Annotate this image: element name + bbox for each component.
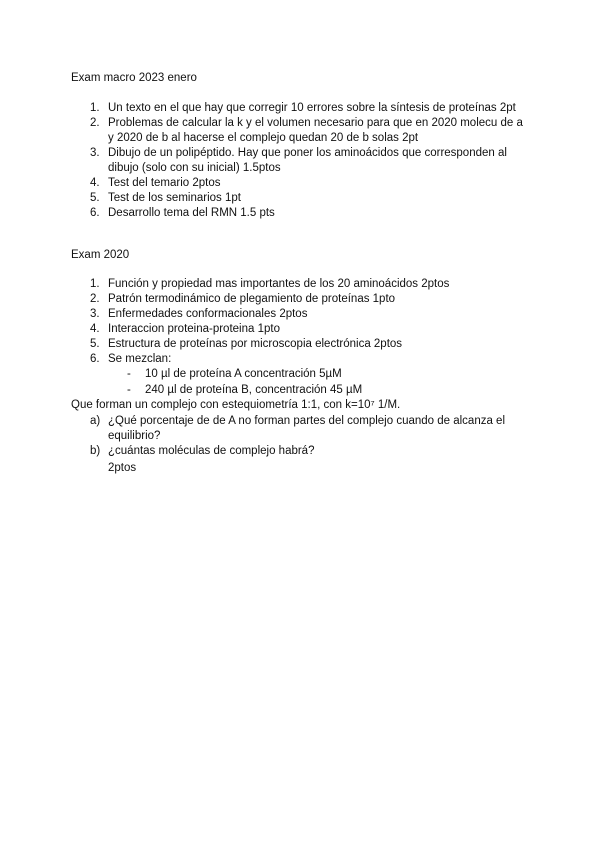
question-text: Que forman un complejo con estequiometría 1:1, con k=10⁷ 1/M. xyxy=(71,399,401,411)
sub-list-item xyxy=(0,367,600,383)
item-text: Interaccion proteina-proteina 1pto xyxy=(108,323,280,335)
item-text: Un texto en el que hay que corregir 10 errores sobre la síntesis de proteínas 2pt xyxy=(108,102,516,114)
list-item xyxy=(0,176,600,191)
points-note: 2ptos xyxy=(108,462,137,474)
exam-2020-list xyxy=(0,277,600,398)
item-text: Dibujo de un polipéptido. Hay que poner los aminoácidos que corresponden al dibujo (solo con su inicial) 1.5ptos xyxy=(108,147,507,174)
item-number: 2. xyxy=(90,293,100,305)
list-item xyxy=(0,337,600,352)
exam-2020-title: Exam 2020 xyxy=(71,249,130,261)
item-number: 2. xyxy=(90,117,100,129)
list-item xyxy=(0,101,600,116)
item-text: Problemas de calcular la k y el volumen necesario para que en 2020 molecu de a y 2020 de b al hacerse el complejo quedan 20 de b solas 2pt xyxy=(108,117,523,144)
item-number: 1. xyxy=(90,278,100,290)
item-text: Estructura de proteínas por microscopia electrónica 2ptos xyxy=(108,338,403,350)
list-item xyxy=(0,146,600,176)
question-parts xyxy=(0,414,600,459)
item-number: 4. xyxy=(90,177,100,189)
list-item xyxy=(0,206,600,221)
sub-item-text: 240 µl de proteína B, concentración 45 µM xyxy=(145,383,363,396)
dash-bullet: - xyxy=(127,383,131,396)
exam-2023-list xyxy=(0,101,600,221)
item-number: 6. xyxy=(90,207,100,219)
part-label: a) xyxy=(90,415,101,427)
item-text: Desarrollo tema del RMN 1.5 pts xyxy=(108,207,275,219)
item-number: 4. xyxy=(90,323,100,335)
item-text: Enfermedades conformacionales 2ptos xyxy=(108,308,308,320)
sub-item-text: 10 µl de proteína A concentración 5µM xyxy=(145,368,342,380)
item-text: Test de los seminarios 1pt xyxy=(108,192,241,204)
sub-list-item xyxy=(0,383,600,399)
item-number: 6. xyxy=(90,353,100,365)
part-label: b) xyxy=(90,445,101,457)
list-item xyxy=(0,322,600,337)
item-number: 3. xyxy=(90,147,100,159)
item-text: Patrón termodinámico de plegamiento de proteínas 1pto xyxy=(108,293,396,305)
item-text: Función y propiedad mas importantes de los 20 aminoácidos 2ptos xyxy=(108,278,450,290)
question-part xyxy=(0,444,600,459)
question-part xyxy=(0,414,600,444)
item-number: 3. xyxy=(90,308,100,320)
list-item xyxy=(0,277,600,292)
list-item xyxy=(0,352,600,367)
exam-2023-title: Exam macro 2023 enero xyxy=(71,72,197,84)
item-number: 5. xyxy=(90,192,100,204)
dash-bullet: - xyxy=(127,368,131,380)
list-item xyxy=(0,191,600,206)
item-text: Test del temario 2ptos xyxy=(108,177,221,189)
part-text: ¿cuántas moléculas de complejo habrá? xyxy=(108,445,315,457)
item-text: Se mezclan: xyxy=(108,353,172,365)
list-item xyxy=(0,292,600,307)
item-number: 5. xyxy=(90,338,100,350)
list-item xyxy=(0,307,600,322)
item-number: 1. xyxy=(90,102,100,114)
list-item xyxy=(0,116,600,146)
part-text: ¿Qué porcentaje de de A no forman partes del complejo cuando de alcanza el equilibrio? xyxy=(108,415,506,442)
